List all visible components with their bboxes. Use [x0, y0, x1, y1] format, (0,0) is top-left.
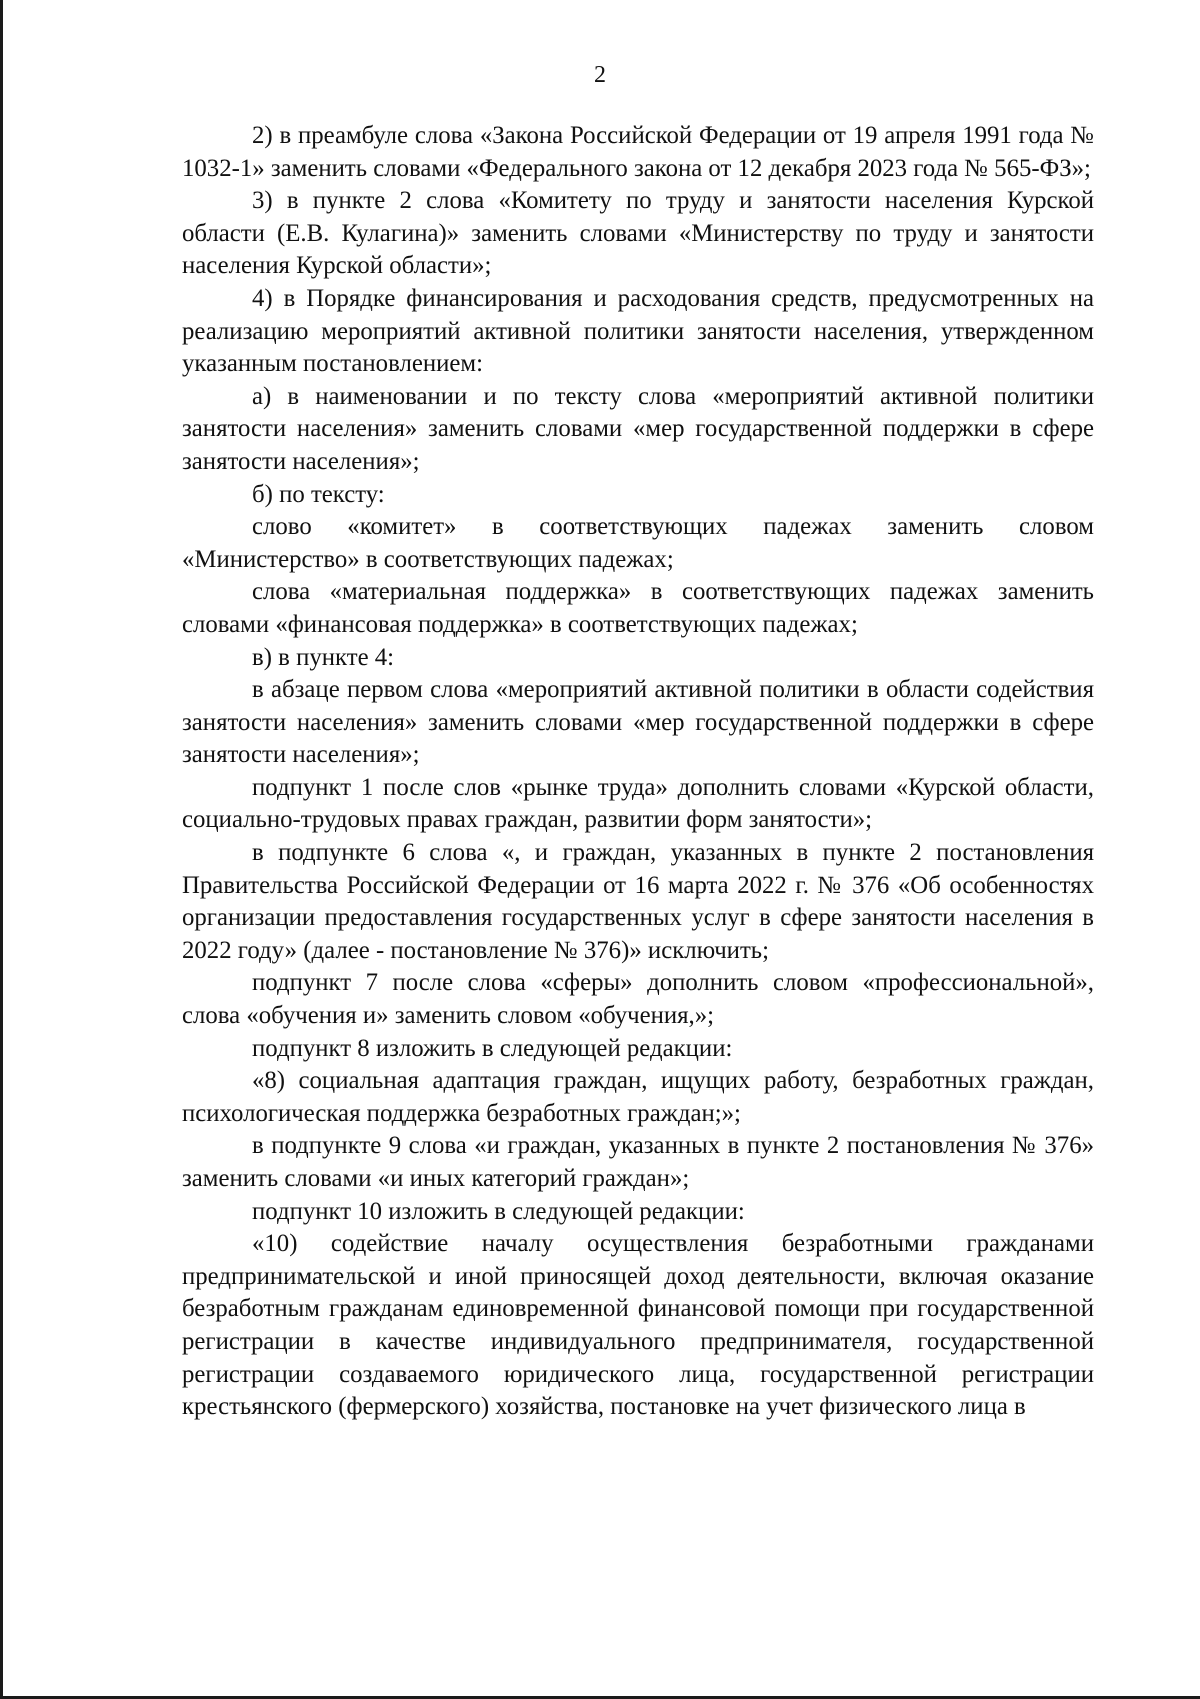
paragraph-subpoint-10-intro: подпункт 10 изложить в следующей редакции:	[252, 1197, 745, 1225]
paragraph-item-v: в) в пункте 4:	[252, 643, 395, 671]
document-body	[182, 120, 1094, 1424]
paragraph-subpoint-8-intro: подпункт 8 изложить в следующей редакции:	[252, 1034, 733, 1062]
paragraph-subpoint-6: в подпункте 6 слова «, и граждан, указанных в пункте 2 постановления Правительства Российской Федерации от 16 марта 2022 г. № 376 «Об особенностях организации предоставления государственных услуг в сфере занятости населения в 2022 году» (далее - постановление № 376)» исключить;	[182, 839, 1094, 964]
paragraph-preamble-amendment: 2) в преамбуле слова «Закона Российской Федерации от 19 апреля 1991 года № 1032-1» заменить словами «Федерального закона от 12 декабря 2023 года № 565-ФЗ»;	[182, 122, 1094, 182]
paragraph-support-replacement: слова «материальная поддержка» в соответствующих падежах заменить словами «финансовая поддержка» в соответствующих падежах;	[182, 578, 1094, 638]
paragraph-subpoint-1: подпункт 1 после слов «рынке труда» дополнить словами «Курской области, социально-трудовых правах граждан, развитии форм занятости»;	[182, 773, 1094, 834]
scan-edge-left	[0, 0, 3, 1699]
paragraph-item-a: а) в наименовании и по тексту слова «мероприятий активной политики занятости населения» заменить словами «мер государственной поддержки в сфере занятости населения»;	[182, 382, 1094, 475]
paragraph-committee-replacement: слово «комитет» в соответствующих падежах заменить словом «Министерство» в соответствующих падежах;	[182, 513, 1094, 573]
paragraph-item-b: б) по тексту:	[252, 480, 385, 508]
paragraph-procedure-amendment: 4) в Порядке финансирования и расходования средств, предусмотренных на реализацию мероприятий активной политики занятости населения, утвержденном указанным постановлением:	[182, 284, 1094, 378]
paragraph-subpoint-8-text: «8) социальная адаптация граждан, ищущих работу, безработных граждан, психологическая поддержка безработных граждан;»;	[182, 1067, 1094, 1127]
paragraph-subpoint-9: в подпункте 9 слова «и граждан, указанных в пункте 2 постановления № 376» заменить словами «и иных категорий граждан»;	[182, 1132, 1094, 1192]
paragraph-first-abzac: в абзаце первом слова «мероприятий активной политики в области содействия занятости населения» заменить словами «мер государственной поддержки в сфере занятости населения»;	[182, 676, 1094, 769]
paragraph-subpoint-7: подпункт 7 после слова «сферы» дополнить словом «профессиональной», слова «обучения и» заменить словом «обучения,»;	[182, 969, 1094, 1030]
paragraph-subpoint-10-text: «10) содействие началу осуществления безработными гражданами предпринимательской и иной приносящей доход деятельности, включая оказание безработным гражданам единовременной финансовой помощи при государственной регистрации в качестве индивидуального предпринимателя, государственной регистрации создаваемого юридического лица, государственной регистрации крестьянского (фермерского) хозяйства, постановке на учет физического лица в	[182, 1230, 1094, 1421]
paragraph-point-2-amendment: 3) в пункте 2 слова «Комитету по труду и занятости населения Курской области (Е.В. Кулагина)» заменить словами «Министерству по труду и занятости населения Курской области»;	[182, 187, 1094, 280]
page-number: 2	[594, 62, 606, 88]
